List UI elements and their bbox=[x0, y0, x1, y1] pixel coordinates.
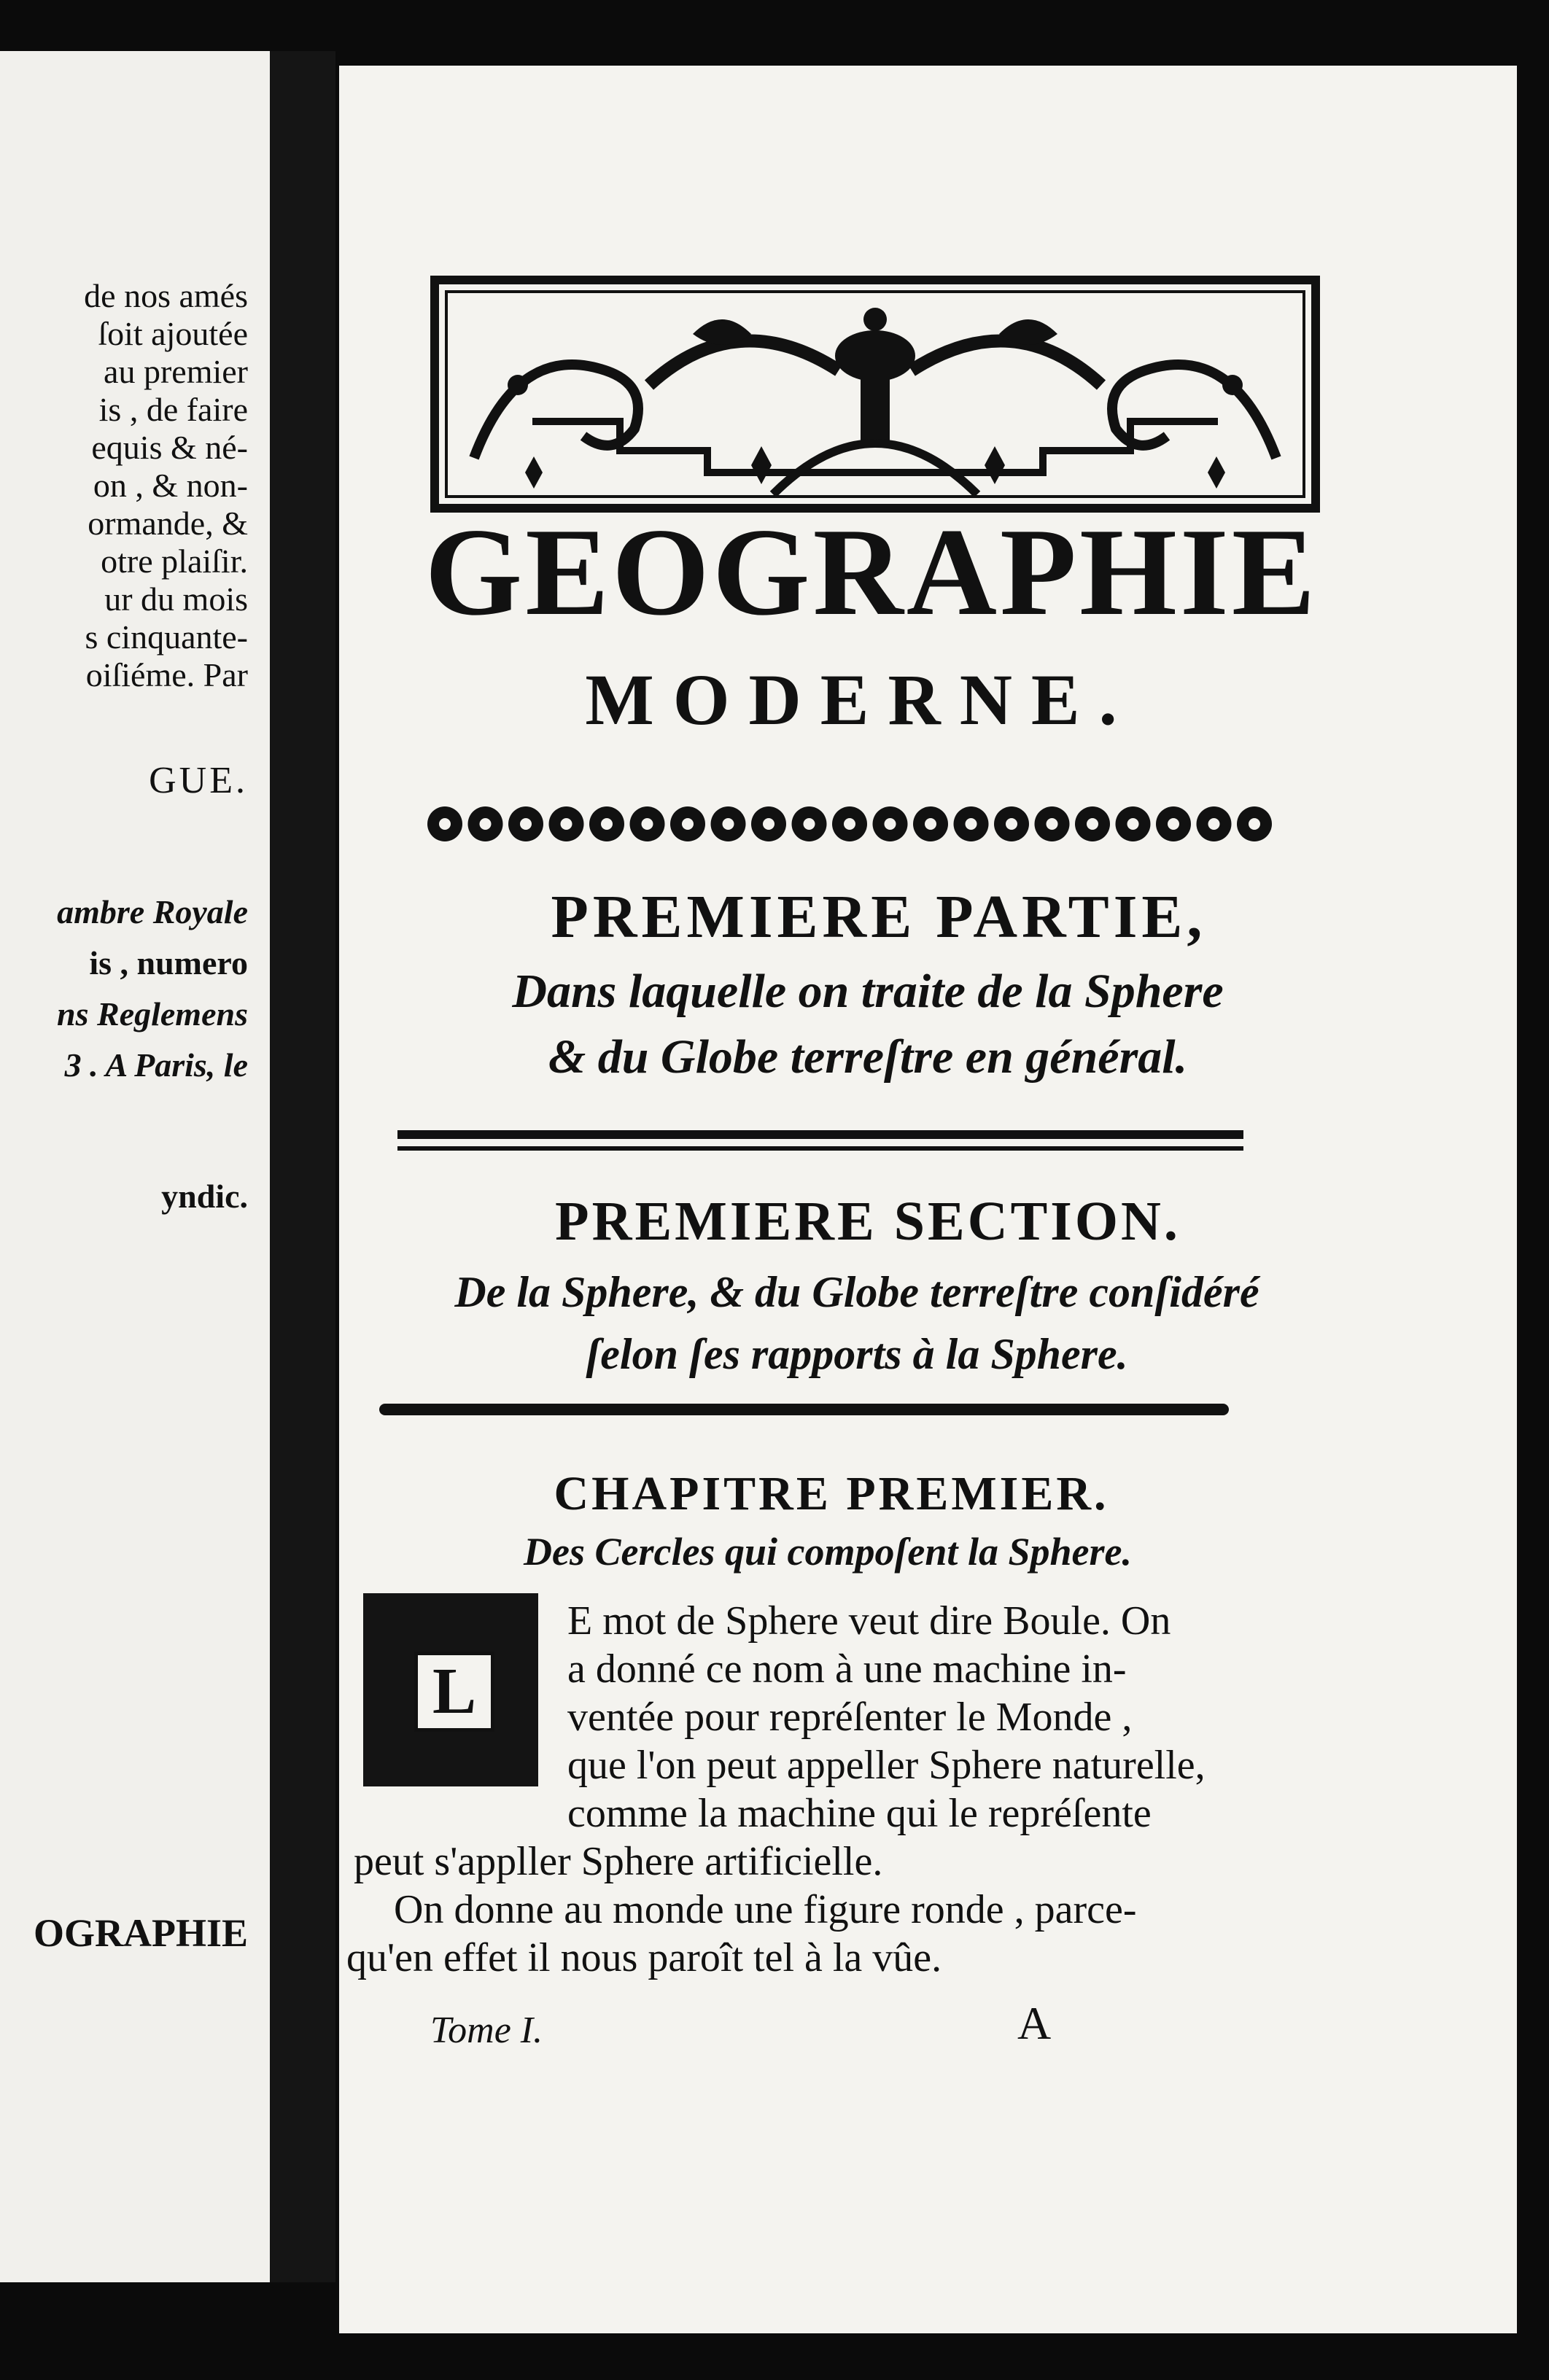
facing-line: otre plaiſir. bbox=[101, 542, 248, 580]
double-rule bbox=[397, 1130, 1243, 1139]
facing-line: au premier bbox=[104, 353, 248, 390]
facing-line: on , & non- bbox=[93, 467, 248, 504]
part-title: PREMIERE PARTIE, bbox=[551, 883, 1207, 951]
body-line: que l'on peut appeller Sphere naturelle, bbox=[567, 1743, 1206, 1788]
body-line: qu'en effet il nous paroît tel à la vûe. bbox=[346, 1935, 942, 1980]
body-line: a donné ce nom à une machine in- bbox=[567, 1646, 1127, 1692]
head-ornament bbox=[430, 276, 1320, 513]
body-line: peut s'appller Sphere artificielle. bbox=[354, 1839, 883, 1884]
part-subtitle-line: Dans laquelle on traite de la Sphere bbox=[512, 965, 1224, 1018]
facing-italic-line: is , numero bbox=[89, 944, 248, 981]
facing-signature: yndic. bbox=[161, 1178, 248, 1215]
facing-page bbox=[0, 51, 270, 2282]
chapter-subtitle: Des Cercles qui compoſent la Sphere. bbox=[524, 1530, 1132, 1574]
book-subtitle: MODERNE. bbox=[585, 659, 1136, 740]
part-subtitle-line: & du Globe terreſtre en général. bbox=[548, 1030, 1188, 1084]
facing-line: s cinquante- bbox=[85, 618, 248, 656]
facing-line: ormande, & bbox=[88, 505, 248, 542]
facing-line: ſoit ajoutée bbox=[98, 315, 248, 352]
section-title: PREMIERE SECTION. bbox=[555, 1191, 1181, 1252]
facing-heading: GUE. bbox=[149, 760, 248, 801]
facing-running-title: OGRAPHIE bbox=[33, 1911, 248, 1955]
facing-italic-line: 3 . A Paris, le bbox=[64, 1046, 248, 1084]
section-subtitle-line: ſelon ſes rapports à la Sphere. bbox=[586, 1330, 1128, 1378]
fleuron-row bbox=[423, 784, 1280, 864]
body-line: ventée pour repréſenter le Monde , bbox=[567, 1695, 1133, 1740]
footer-tome: Tome I. bbox=[430, 2010, 543, 2051]
body-line: E mot de Sphere veut dire Boule. On bbox=[567, 1598, 1171, 1644]
double-rule bbox=[397, 1146, 1243, 1151]
facing-line: ur du mois bbox=[104, 580, 248, 618]
book-title: GEOGRAPHIE bbox=[424, 503, 1319, 642]
facing-italic-line: ns Reglemens bbox=[57, 995, 248, 1032]
facing-italic-line: ambre Royale bbox=[57, 893, 248, 930]
facing-line: oiſiéme. Par bbox=[85, 656, 248, 693]
dropcap-letter: L bbox=[414, 1652, 494, 1732]
body-line: comme la machine qui le repréſente bbox=[567, 1791, 1152, 1836]
book-gutter bbox=[270, 51, 335, 2282]
dropcap-block bbox=[363, 1593, 538, 1786]
body-line: On donne au monde une figure ronde , parce- bbox=[394, 1887, 1137, 1932]
facing-line: equis & né- bbox=[91, 429, 248, 466]
section-subtitle-line: De la Sphere, & du Globe terreſtre conſidéré bbox=[454, 1268, 1259, 1316]
thick-rule bbox=[379, 1404, 1229, 1415]
facing-line: de nos amés bbox=[84, 277, 248, 314]
chapter-title: CHAPITRE PREMIER. bbox=[554, 1467, 1109, 1520]
facing-line: is , de faire bbox=[98, 391, 248, 428]
footer-signature-mark: A bbox=[1017, 1997, 1052, 2049]
